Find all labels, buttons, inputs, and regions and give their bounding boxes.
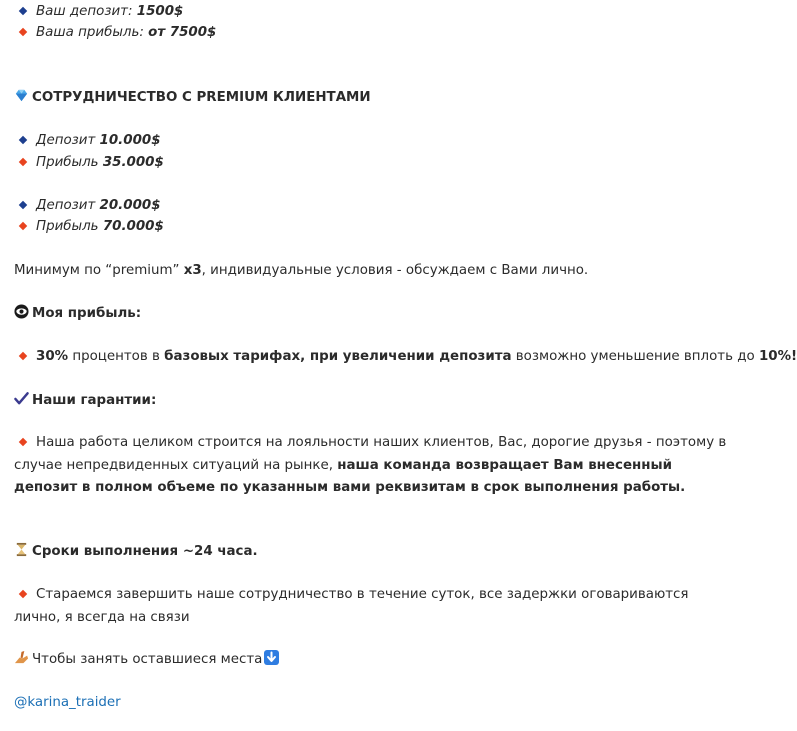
terms-paragraph [14, 584, 738, 629]
profit-label: Ваша прибыль: [36, 25, 144, 40]
my-profit-heading [14, 303, 141, 325]
blue-diamond-icon [19, 6, 27, 14]
profit-text-2: возможно уменьшение вплоть до [511, 349, 759, 364]
minimum-multiplier: x3 [183, 263, 202, 278]
profit-percent: 30% [36, 349, 69, 364]
red-diamond-icon [19, 157, 27, 165]
profit-text-1: процентов в [68, 349, 165, 364]
hourglass-icon [14, 542, 29, 557]
deposit-label: Ваш депозит: [36, 4, 133, 19]
gem-icon [14, 88, 29, 103]
contact-link[interactable]: @karina_traider [14, 695, 121, 710]
premium-deposit-line-1 [16, 130, 161, 152]
minimum-conditions: , индивидуальные условия - обсуждаем с Вами лично. [201, 263, 589, 278]
premium-minimum-line [14, 260, 588, 282]
premium-deposit-label: Депозит [36, 198, 96, 213]
my-profit-line [16, 346, 797, 368]
cta-text: Чтобы занять оставшиеся места [32, 652, 263, 667]
premium-deposit-value: 10.000$ [99, 133, 161, 148]
premium-profit-value: 35.000$ [102, 155, 164, 170]
premium-deposit-line-2 [16, 195, 161, 217]
check-icon [14, 391, 29, 406]
red-diamond-icon [19, 221, 27, 229]
red-diamond-icon [19, 27, 27, 35]
guarantees-heading [14, 390, 156, 412]
my-profit-heading-text: Моя прибыль: [32, 306, 142, 321]
profit-value: от 7500$ [148, 25, 217, 40]
red-diamond-icon [19, 437, 27, 445]
profit-min-percent: 10%! [758, 349, 797, 364]
minimum-text: Минимум по “premium” [14, 263, 180, 278]
premium-profit-label: Прибыль [36, 219, 99, 234]
guarantees-text-bold: наша команда возвращает Вам внесенный депозит в полном объеме по указанным вами реквизитам в срок выполнения работы. [14, 457, 686, 495]
guarantees-paragraph [14, 432, 738, 500]
blue-diamond-icon [19, 135, 27, 143]
premium-deposit-label: Депозит [36, 133, 96, 148]
writing-hand-icon [14, 650, 29, 665]
profit-line [16, 22, 216, 44]
premium-profit-line-2 [16, 216, 164, 238]
eye-icon [14, 304, 29, 319]
premium-heading-text: СОТРУДНИЧЕСТВО С PREMIUM КЛИЕНТАМИ [32, 90, 371, 105]
premium-profit-label: Прибыль [36, 155, 99, 170]
deposit-value: 1500$ [136, 4, 184, 19]
guarantees-text: Наша работа целиком строится на лояльности наших клиентов, Вас, дорогие друзья - поэтому в случае непредвиденных ситуаций на рынке, [14, 435, 727, 473]
terms-heading [14, 541, 258, 563]
cta-line [14, 649, 279, 671]
down-arrow-icon [264, 650, 279, 665]
red-diamond-icon [19, 351, 27, 359]
guarantees-heading-text: Наши гарантии: [32, 393, 157, 408]
premium-deposit-value: 20.000$ [99, 198, 161, 213]
profit-text-bold: базовых тарифах, при увеличении депозита [164, 349, 512, 364]
premium-profit-line-1 [16, 152, 164, 174]
premium-profit-value: 70.000$ [102, 219, 164, 234]
deposit-line [16, 1, 183, 23]
premium-heading [14, 87, 371, 109]
terms-heading-text: Сроки выполнения ~24 часа. [32, 544, 258, 559]
terms-text: Стараемся завершить наше сотрудничество в течение суток, все задержки оговариваются лично, я всегда на связи [14, 587, 689, 625]
red-diamond-icon [19, 589, 27, 597]
blue-diamond-icon [19, 200, 27, 208]
